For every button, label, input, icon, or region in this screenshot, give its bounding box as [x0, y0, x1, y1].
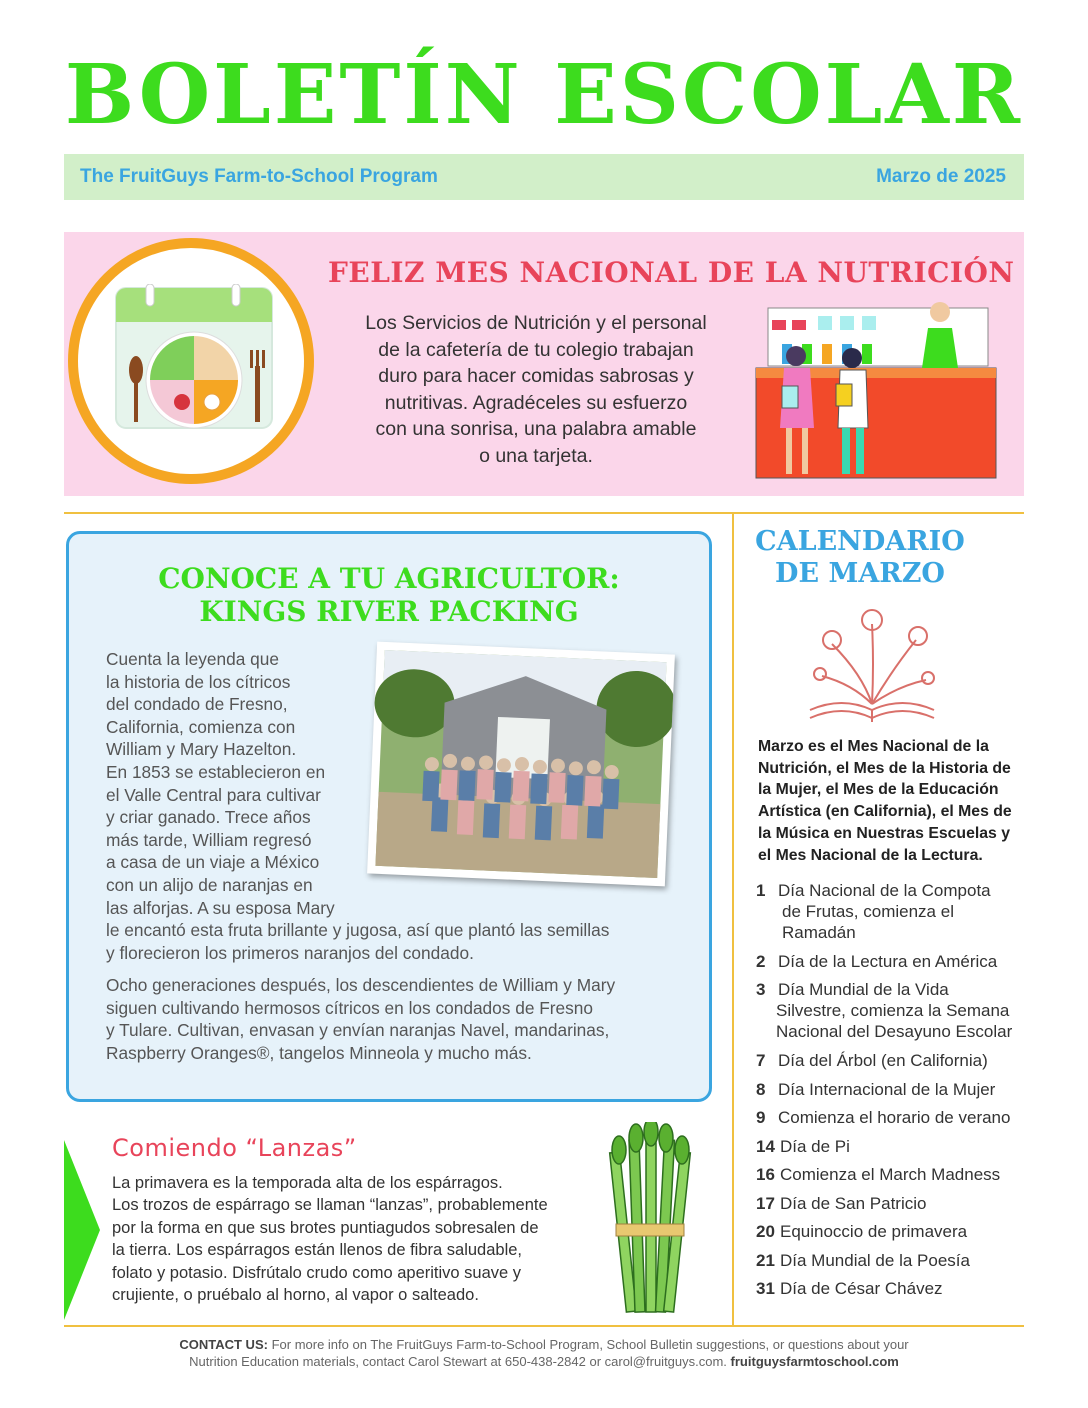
calendar-event	[756, 1050, 1056, 1071]
farmer-text-line: Raspberry Oranges®, tangelos Minneola y mucho más.	[106, 1042, 532, 1063]
nutrition-line: duro para hacer comidas sabrosas y	[378, 365, 694, 387]
program-name: The FruitGuys Farm-to-School Program	[80, 166, 438, 187]
nutrition-line: Los Servicios de Nutrición y el personal	[365, 312, 707, 334]
farmer-text-line: California, comienza con	[106, 716, 296, 737]
event-text: Comienza el March Madness	[780, 1165, 1001, 1184]
calendar-event	[756, 979, 1056, 1042]
contact-line-2: Nutrition Education materials, contact Carol Stewart at 650-438-2842 or carol@fruitguys.com.	[189, 1354, 727, 1369]
calendar-event	[756, 1250, 1056, 1271]
nutrition-line: o una tarjeta.	[479, 444, 593, 467]
calendar-intro	[758, 736, 1053, 866]
lanzas-title: Comiendo “Lanzas”	[112, 1134, 357, 1162]
nutrition-line: con una sonrisa, una palabra amable	[375, 418, 697, 440]
event-text: Nacional del Desayuno Escolar	[776, 1022, 1013, 1041]
calendar-intro-line: el Mes Nacional de la Lectura.	[758, 846, 983, 864]
lanzas-line: crujiente, o pruébalo al horno, al vapor o salteado.	[112, 1286, 479, 1305]
calendar-event	[756, 1107, 1056, 1128]
farmer-text-line: siguen cultivando hermosos cítricos en los condados de Fresno	[106, 997, 594, 1018]
farmer-text-line: Cuenta la leyenda que	[106, 649, 279, 669]
calendar-event	[756, 1079, 1056, 1100]
calendar-title-line: DE MARZO	[775, 558, 945, 589]
plate-calendar-icon	[112, 284, 276, 434]
farmer-text-line: Ocho generaciones después, los descendientes de William y Mary	[106, 975, 616, 995]
calendar-title	[740, 526, 980, 590]
cafeteria-illustration	[752, 298, 1000, 484]
farmer-text-line: las alforjas. A su esposa Mary	[106, 897, 335, 918]
lanzas-line: Los trozos de espárrago se llaman “lanzas”, probablemente	[112, 1196, 548, 1215]
subheader-bar	[64, 154, 1024, 200]
column-divider	[732, 514, 734, 1326]
calendar-event	[756, 1221, 1056, 1242]
event-text: Día Internacional de la Mujer	[778, 1080, 996, 1099]
contact-line-1: For more info on The FruitGuys Farm-to-School Program, School Bulletin suggestions, or questions about your	[271, 1337, 909, 1352]
event-day: 8	[756, 1080, 766, 1099]
nutrition-title: FELIZ MES NACIONAL DE LA NUTRICIÓN	[328, 256, 1015, 289]
contact-footer	[60, 1336, 1028, 1370]
nutrition-line: nutritivas. Agradéceles su esfuerzo	[384, 391, 688, 414]
calendar-event	[756, 1164, 1056, 1185]
farmer-text-line: del condado de Fresno,	[106, 694, 288, 715]
farmer-text-line: William y Mary Hazelton.	[106, 739, 297, 760]
event-day: 31	[756, 1279, 775, 1298]
event-day: 20	[756, 1222, 775, 1241]
farmer-title	[66, 562, 712, 628]
calendar-intro-line: la Mujer, el Mes de la Educación	[758, 781, 999, 799]
calendar-event	[756, 1136, 1056, 1157]
farmer-text-line: a casa de un viaje a México	[106, 852, 320, 873]
event-day: 1	[756, 881, 766, 900]
lanzas-text	[112, 1172, 597, 1306]
event-text: Día de San Patricio	[780, 1194, 927, 1213]
event-text: Silvestre, comienza la Semana	[776, 1001, 1010, 1020]
event-day: 21	[756, 1251, 775, 1270]
farmer-text-line: con un alijo de naranjas en	[106, 874, 313, 895]
asparagus-icon	[606, 1122, 692, 1318]
farmer-title-line: KINGS RIVER PACKING	[199, 595, 579, 628]
green-arrow-marker	[64, 1140, 100, 1320]
farmer-title-line: CONOCE A TU AGRICULTOR:	[158, 562, 620, 595]
farmer-text-line: y criar ganado. Trece años	[106, 807, 311, 828]
calendar-intro-line: Artística (en California), el Mes de	[758, 803, 1012, 821]
calendar-event	[756, 880, 1056, 943]
farmer-paragraph-2	[106, 974, 696, 1064]
family-photo-image	[367, 642, 675, 887]
calendar-event	[756, 1193, 1056, 1214]
footer-divider	[64, 1325, 1024, 1327]
lanzas-line: la tierra. Los espárragos están llenos de fibra saludable,	[112, 1241, 522, 1260]
farmer-family-photo	[367, 642, 675, 887]
event-day: 16	[756, 1165, 775, 1184]
calendar-intro-line: Marzo es el Mes Nacional de la	[758, 738, 989, 755]
event-day: 3	[756, 980, 766, 999]
event-text: Comienza el horario de verano	[778, 1108, 1011, 1127]
nutrition-text	[336, 310, 736, 469]
website-link[interactable]: fruitguysfarmtoschool.com	[730, 1354, 899, 1369]
calendar-event	[756, 1278, 1056, 1299]
lanzas-line: por la forma en que sus brotes puntiagudos sobresalen de	[112, 1218, 539, 1237]
event-text: Día Mundial de la Poesía	[780, 1251, 970, 1270]
event-text: Equinoccio de primavera	[780, 1222, 968, 1241]
event-text: Día de Pi	[780, 1137, 850, 1156]
event-text: Ramadán	[782, 923, 856, 942]
lanzas-line: folato y potasio. Disfrútalo crudo como aperitivo suave y	[112, 1263, 522, 1282]
calendar-title-line: CALENDARIO	[755, 526, 965, 557]
event-text: Día Mundial de la Vida	[778, 980, 949, 999]
farmer-text-line: la historia de los cítricos	[106, 671, 291, 692]
farmer-text-line: le encantó esta fruta brillante y jugosa, así que plantó las semillas	[106, 920, 610, 941]
event-day: 14	[756, 1137, 775, 1156]
bulletin-title: BOLETÍN ESCOLAR	[64, 47, 1024, 143]
contact-label: CONTACT US:	[179, 1337, 268, 1352]
event-day: 2	[756, 952, 766, 971]
calendar-intro-line: la Música en Nuestras Escuelas y	[758, 824, 1011, 842]
event-day: 9	[756, 1108, 766, 1127]
event-day: 7	[756, 1051, 766, 1070]
event-text: Día Nacional de la Compota	[778, 881, 991, 900]
nutrition-line: de la cafetería de tu colegio trabajan	[378, 338, 694, 361]
calendar-intro-line: Nutrición, el Mes de la Historia de	[758, 759, 1011, 777]
event-day: 17	[756, 1194, 775, 1213]
event-text: de Frutas, comienza el	[782, 902, 954, 921]
farmer-text-line: el Valle Central para cultivar	[106, 784, 321, 805]
calendar-event	[756, 951, 1056, 972]
farmer-text-line: y florecieron los primeros naranjos del condado.	[106, 942, 474, 963]
farmer-text-line: En 1853 se establecieron en	[106, 761, 326, 782]
event-text: Día de César Chávez	[780, 1279, 943, 1298]
section-divider	[64, 512, 1024, 514]
book-flowers-icon	[802, 604, 942, 728]
event-text: Día de la Lectura en América	[778, 952, 998, 971]
event-text: Día del Árbol (en California)	[778, 1051, 988, 1070]
lanzas-line: La primavera es la temporada alta de los espárragos.	[112, 1174, 503, 1192]
issue-date: Marzo de 2025	[876, 166, 1006, 187]
farmer-text-line: y Tulare. Cultivan, envasan y envían naranjas Navel, mandarinas,	[106, 1020, 610, 1041]
farmer-text-line: más tarde, William regresó	[106, 829, 312, 850]
